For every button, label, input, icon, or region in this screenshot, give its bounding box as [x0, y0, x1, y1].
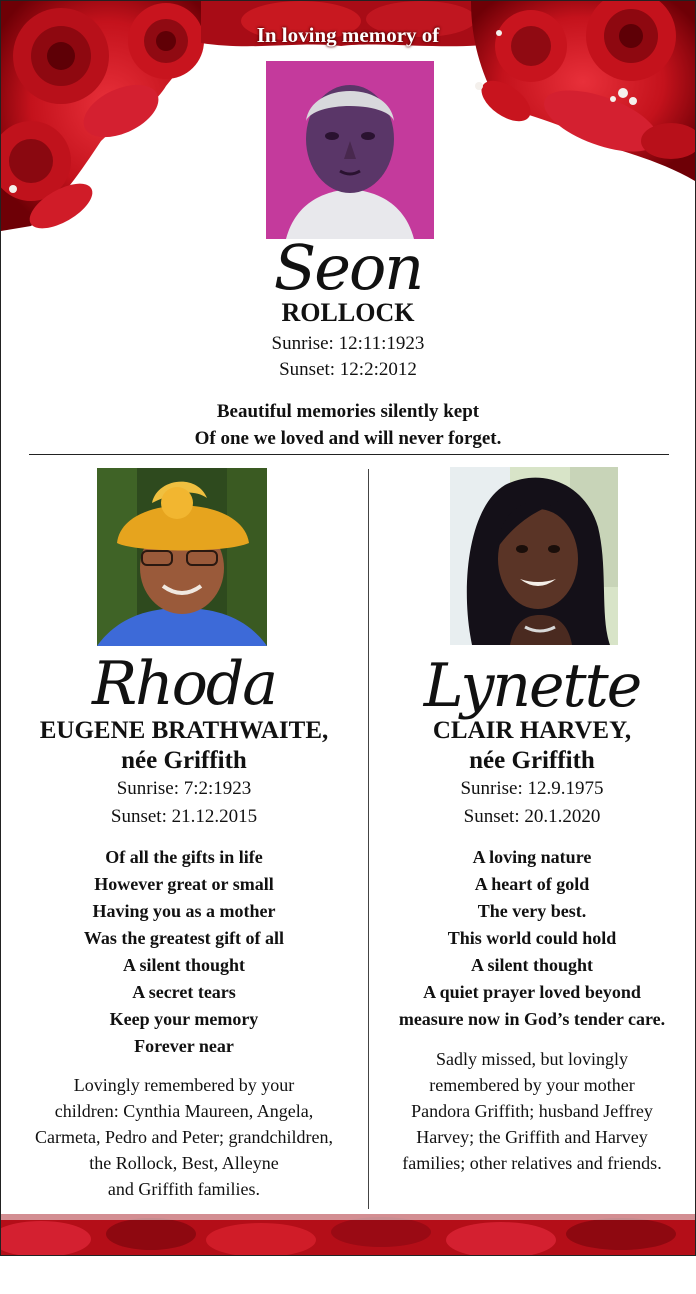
seon-first-name: Seon: [273, 231, 423, 304]
tribute-line: Pandora Griffith; husband Jeffrey: [411, 1101, 653, 1121]
lynette-verse: [369, 844, 695, 1033]
tribute-line: families; other relatives and friends.: [402, 1153, 662, 1173]
rhoda-tribute: [1, 1072, 367, 1202]
verse-line: This world could hold: [447, 928, 617, 948]
rhoda-verse: [1, 844, 367, 1060]
verse-line: The very best.: [477, 901, 587, 921]
tribute-line: Lovingly remembered by your: [73, 1075, 295, 1095]
lynette-nee: née Griffith: [469, 747, 595, 774]
tribute-line: Carmeta, Pedro and Peter; grandchildren,: [35, 1127, 333, 1147]
verse-line: However great or small: [94, 874, 274, 894]
seon-verse: [1, 398, 695, 452]
tribute-line: Sadly missed, but lovingly: [435, 1049, 628, 1069]
lynette-sunrise: Sunrise: 12.9.1975: [460, 778, 604, 799]
seon-sunrise: Sunrise: 12:11:1923: [271, 333, 425, 354]
tribute-line: remembered by your mother: [429, 1075, 635, 1095]
header-title: In loving memory of: [256, 23, 440, 47]
verse-line: Was the greatest gift of all: [83, 928, 285, 948]
seon-surname: ROLLOCK: [281, 298, 415, 327]
portrait-lynette: [450, 467, 618, 645]
lynette-first-name: Lynette: [423, 651, 641, 721]
seon-sunset: Sunset: 12:2:2012: [279, 359, 417, 380]
verse-line: Having you as a mother: [92, 901, 276, 921]
rhoda-sunset: Sunset: 21.12.2015: [110, 806, 258, 827]
rhoda-sunrise: Sunrise: 7:2:1923: [116, 778, 252, 799]
verse-line: A heart of gold: [474, 874, 590, 894]
verse-line: A secret tears: [132, 982, 236, 1002]
roses-bottom-border: [1, 1214, 695, 1255]
verse-line: A silent thought: [470, 955, 594, 975]
rhoda-surname: EUGENE BRATHWAITE,: [39, 717, 329, 744]
verse-line: Beautiful memories silently kept: [216, 401, 480, 422]
portrait-rhoda: [97, 468, 267, 646]
tribute-line: Harvey; the Griffith and Harvey: [416, 1127, 648, 1147]
verse-line: A loving nature: [472, 847, 592, 867]
lynette-sunset: Sunset: 20.1.2020: [463, 806, 601, 827]
verse-line: Keep your memory: [109, 1009, 259, 1029]
portrait-seon: [266, 61, 434, 239]
lynette-tribute: [369, 1046, 695, 1176]
verse-line: Of all the gifts in life: [105, 847, 263, 867]
lynette-surname: CLAIR HARVEY,: [432, 717, 632, 744]
verse-line: measure now in God’s tender care.: [398, 1009, 666, 1029]
horizontal-divider: [29, 454, 669, 455]
rhoda-first-name: Rhoda: [91, 649, 277, 719]
tribute-line: and Griffith families.: [107, 1179, 261, 1199]
verse-line: A quiet prayer loved beyond: [423, 982, 641, 1002]
rhoda-nee: née Griffith: [121, 747, 247, 774]
tribute-line: children: Cynthia Maureen, Angela,: [54, 1101, 314, 1121]
verse-line: A silent thought: [122, 955, 246, 975]
tribute-line: the Rollock, Best, Alleyne: [89, 1153, 279, 1173]
verse-line: Of one we loved and will never forget.: [194, 428, 502, 449]
verse-line: Forever near: [134, 1036, 234, 1056]
